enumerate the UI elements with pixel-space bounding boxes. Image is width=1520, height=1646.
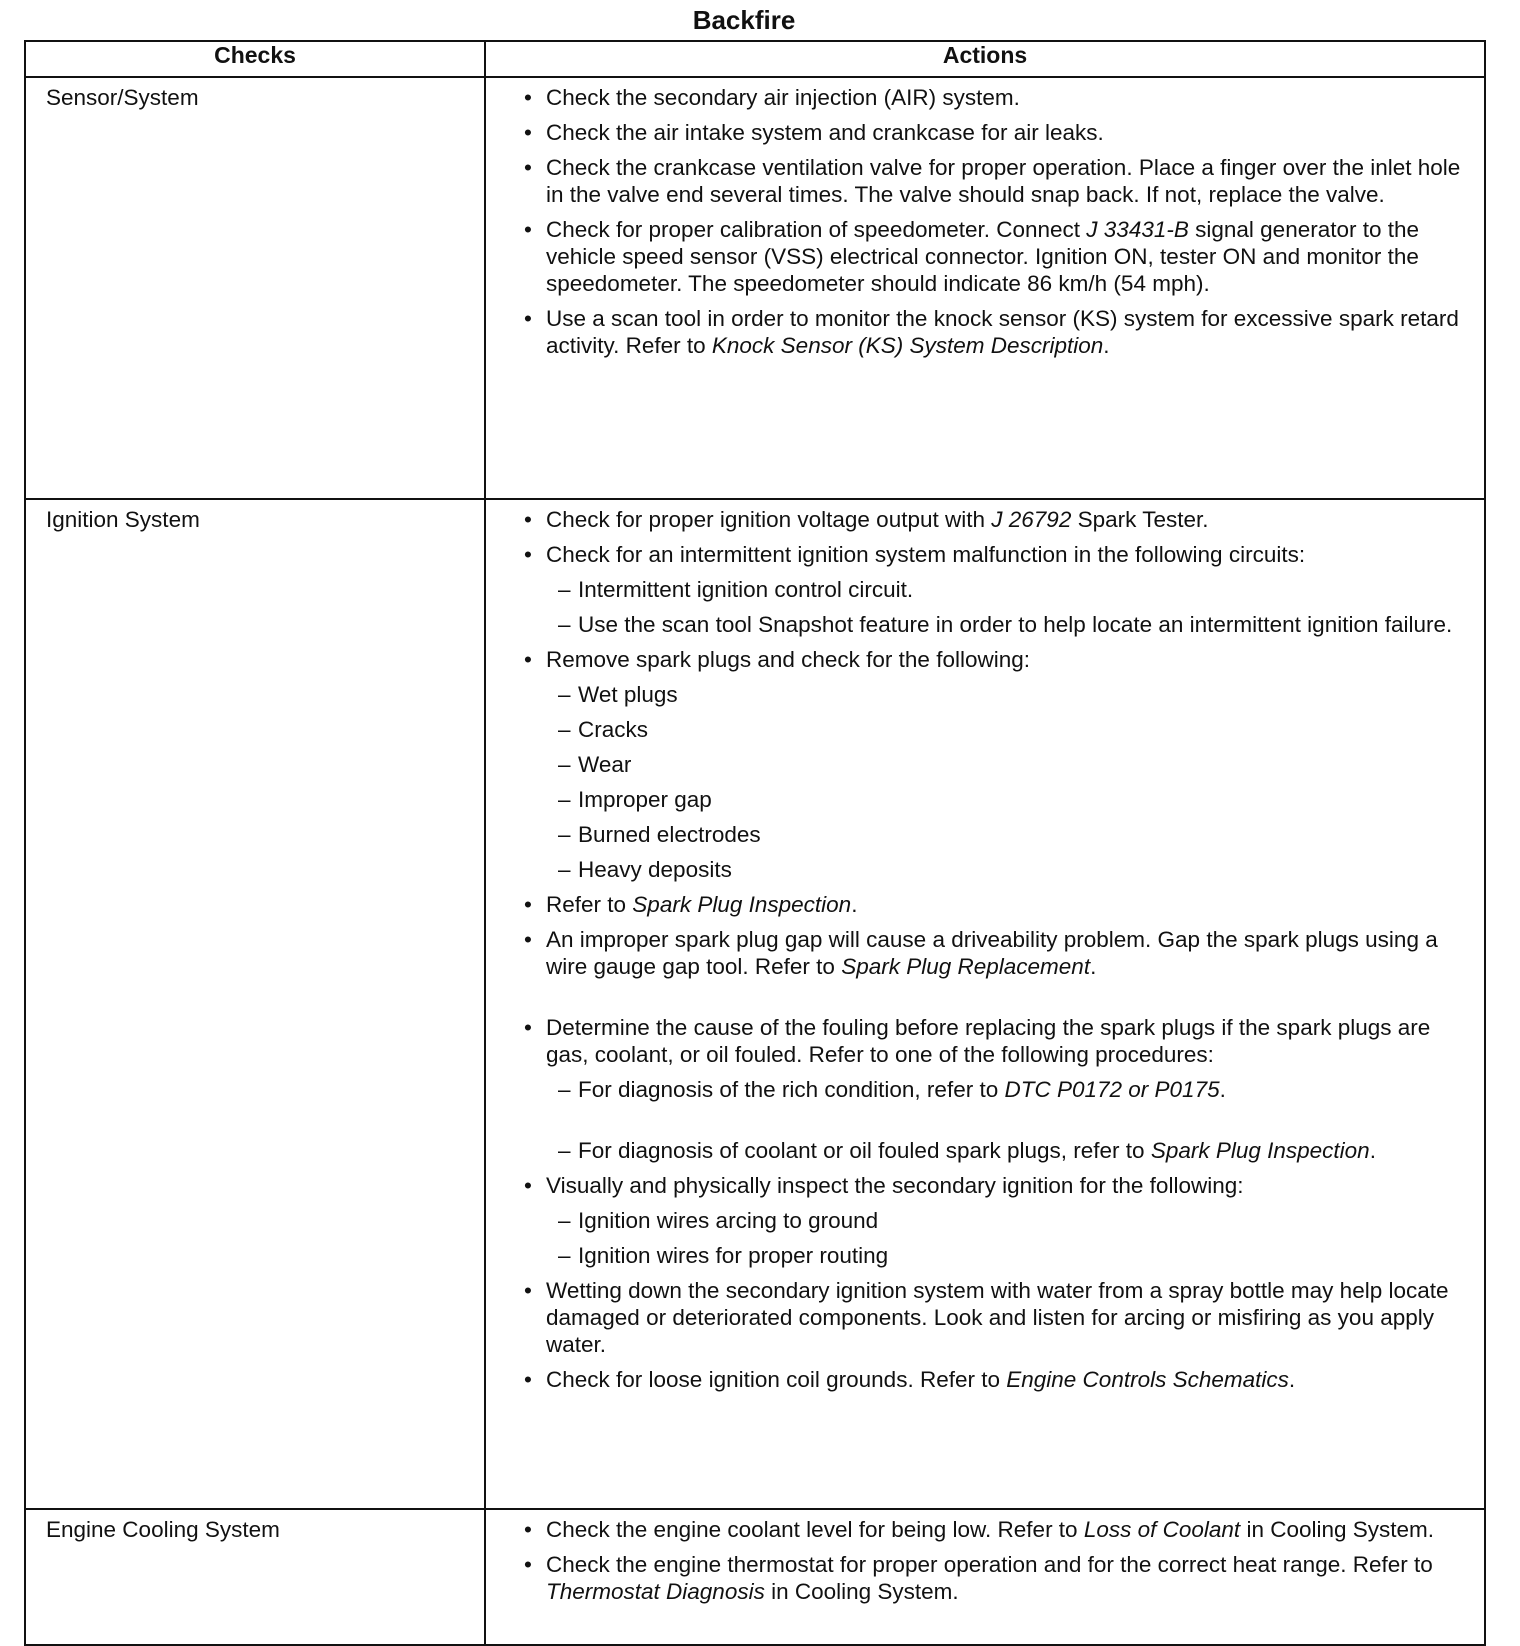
- action-bullet: [520, 154, 1474, 208]
- action-subitem: [520, 1242, 1474, 1269]
- action-bullet: [520, 1277, 1474, 1358]
- action-subitem: [520, 681, 1474, 708]
- action-subitem: [520, 611, 1474, 638]
- action-text: Burned electrodes: [578, 822, 761, 847]
- reference-text: J 33431-B: [1086, 217, 1189, 242]
- action-bullet: [520, 926, 1474, 980]
- action-subitem: [520, 1137, 1474, 1164]
- action-subitem: [520, 716, 1474, 743]
- action-text: .: [1090, 954, 1097, 979]
- action-text: An improper spark plug gap will cause a driveability problem. Gap the spark plugs using a wire gauge gap tool. Refer to: [546, 927, 1438, 979]
- reference-text: J 26792: [991, 507, 1072, 532]
- action-text: Remove spark plugs and check for the following:: [546, 647, 1031, 672]
- page-title: Backfire: [692, 5, 796, 35]
- action-text: .: [851, 892, 858, 917]
- reference-text: Loss of Coolant: [1083, 1517, 1241, 1542]
- action-bullet: [520, 1172, 1474, 1199]
- action-text: Spark Tester.: [1071, 507, 1209, 532]
- check-cell: Sensor/System: [25, 77, 485, 499]
- action-text: Visually and physically inspect the secondary ignition for the following:: [546, 1173, 1244, 1198]
- action-text: Improper gap: [578, 787, 712, 812]
- action-subitem: [520, 856, 1474, 883]
- action-bullet: [520, 1014, 1474, 1068]
- action-bullet: [520, 541, 1474, 568]
- action-text: Check for loose ignition coil grounds. Refer to: [546, 1367, 1007, 1392]
- check-cell: Engine Cooling System: [25, 1509, 485, 1645]
- action-bullet: [520, 84, 1474, 111]
- action-text: Intermittent ignition control circuit.: [578, 577, 914, 602]
- action-bullet: [520, 1366, 1474, 1393]
- reference-text: Knock Sensor (KS) System Description: [711, 333, 1104, 358]
- action-text: in Cooling System.: [764, 1579, 959, 1604]
- reference-text: Engine Controls Schematics: [1006, 1367, 1289, 1392]
- check-cell: Ignition System: [25, 499, 485, 1509]
- action-text: Check for proper calibration of speedometer. Connect: [546, 217, 1087, 242]
- action-text: Check for proper ignition voltage output with: [546, 507, 992, 532]
- action-subitem: [520, 1076, 1474, 1103]
- action-text: .: [1219, 1077, 1226, 1102]
- action-subitem: [520, 576, 1474, 603]
- diagnosis-table: [24, 40, 1486, 1646]
- action-text: Refer to: [546, 892, 633, 917]
- action-subitem: [520, 821, 1474, 848]
- reference-text: Thermostat Diagnosis: [546, 1579, 765, 1604]
- actions-column-header: Actions: [485, 41, 1485, 77]
- reference-text: Spark Plug Inspection: [632, 892, 852, 917]
- actions-cell: [485, 499, 1485, 1509]
- action-text: Wetting down the secondary ignition system with water from a spray bottle may help locate damaged or deteriorated components. Look and listen for arcing or misfiring as you apply water.: [546, 1278, 1449, 1357]
- action-text: Check the crankcase ventilation valve for proper operation. Place a finger over the inlet hole in the valve end several times. The valve should snap back. If not, replace the valve.: [546, 155, 1461, 207]
- action-text: For diagnosis of the rich condition, refer to: [578, 1077, 1005, 1102]
- actions-cell: [485, 77, 1485, 499]
- action-text: .: [1369, 1138, 1376, 1163]
- action-bullet: [520, 891, 1474, 918]
- reference-text: Spark Plug Replacement: [841, 954, 1091, 979]
- action-text: Heavy deposits: [578, 857, 732, 882]
- action-bullet: [520, 646, 1474, 673]
- action-bullet: [520, 119, 1474, 146]
- action-text: Ignition wires for proper routing: [578, 1243, 889, 1268]
- action-text: signal generator to the vehicle speed sensor (VSS) electrical connector. Ignition ON, tester ON and monitor the speedometer. The speedometer should indicate 86 km/h (54 mph).: [546, 217, 1420, 296]
- action-text: in Cooling System.: [1240, 1517, 1435, 1542]
- action-text: Use the scan tool Snapshot feature in order to help locate an intermittent ignition failure.: [578, 612, 1453, 637]
- action-bullet: [520, 506, 1474, 533]
- table-row: [25, 1509, 1485, 1645]
- action-text: .: [1288, 1367, 1296, 1392]
- action-subitem: [520, 786, 1474, 813]
- reference-text: Spark Plug Inspection: [1150, 1138, 1370, 1163]
- action-bullet: [520, 305, 1474, 359]
- table-row: [25, 499, 1485, 1509]
- action-subitem: [520, 751, 1474, 778]
- action-text: For diagnosis of coolant or oil fouled spark plugs, refer to: [578, 1138, 1151, 1163]
- action-text: Ignition wires arcing to ground: [578, 1208, 879, 1233]
- action-text: Check the engine coolant level for being low. Refer to: [546, 1517, 1084, 1542]
- checks-column-header: Checks: [25, 41, 485, 77]
- action-text: Check the secondary air injection (AIR) system.: [546, 85, 1020, 110]
- action-text: Check the air intake system and crankcase for air leaks.: [546, 120, 1104, 145]
- table-row: [25, 77, 1485, 499]
- action-text: Wear: [578, 752, 632, 777]
- action-bullet: [520, 216, 1474, 297]
- action-text: Determine the cause of the fouling before replacing the spark plugs if the spark plugs are gas, coolant, or oil fouled. Refer to one of the following procedures:: [546, 1015, 1431, 1067]
- reference-text: DTC P0172 or P0175: [1004, 1077, 1220, 1102]
- action-subitem: [520, 1207, 1474, 1234]
- actions-cell: [485, 1509, 1485, 1645]
- action-bullet: [520, 1516, 1474, 1543]
- action-text: Wet plugs: [578, 682, 678, 707]
- action-text: .: [1103, 333, 1110, 358]
- action-bullet: [520, 1551, 1474, 1605]
- table-header-row: [25, 41, 1485, 77]
- action-text: Check the engine thermostat for proper operation and for the correct heat range. Refer to: [546, 1552, 1433, 1577]
- action-text: Use a scan tool in order to monitor the knock sensor (KS) system for excessive spark retard activity. Refer to: [546, 306, 1459, 358]
- action-text: Cracks: [578, 717, 649, 742]
- action-text: Check for an intermittent ignition system malfunction in the following circuits:: [546, 542, 1306, 567]
